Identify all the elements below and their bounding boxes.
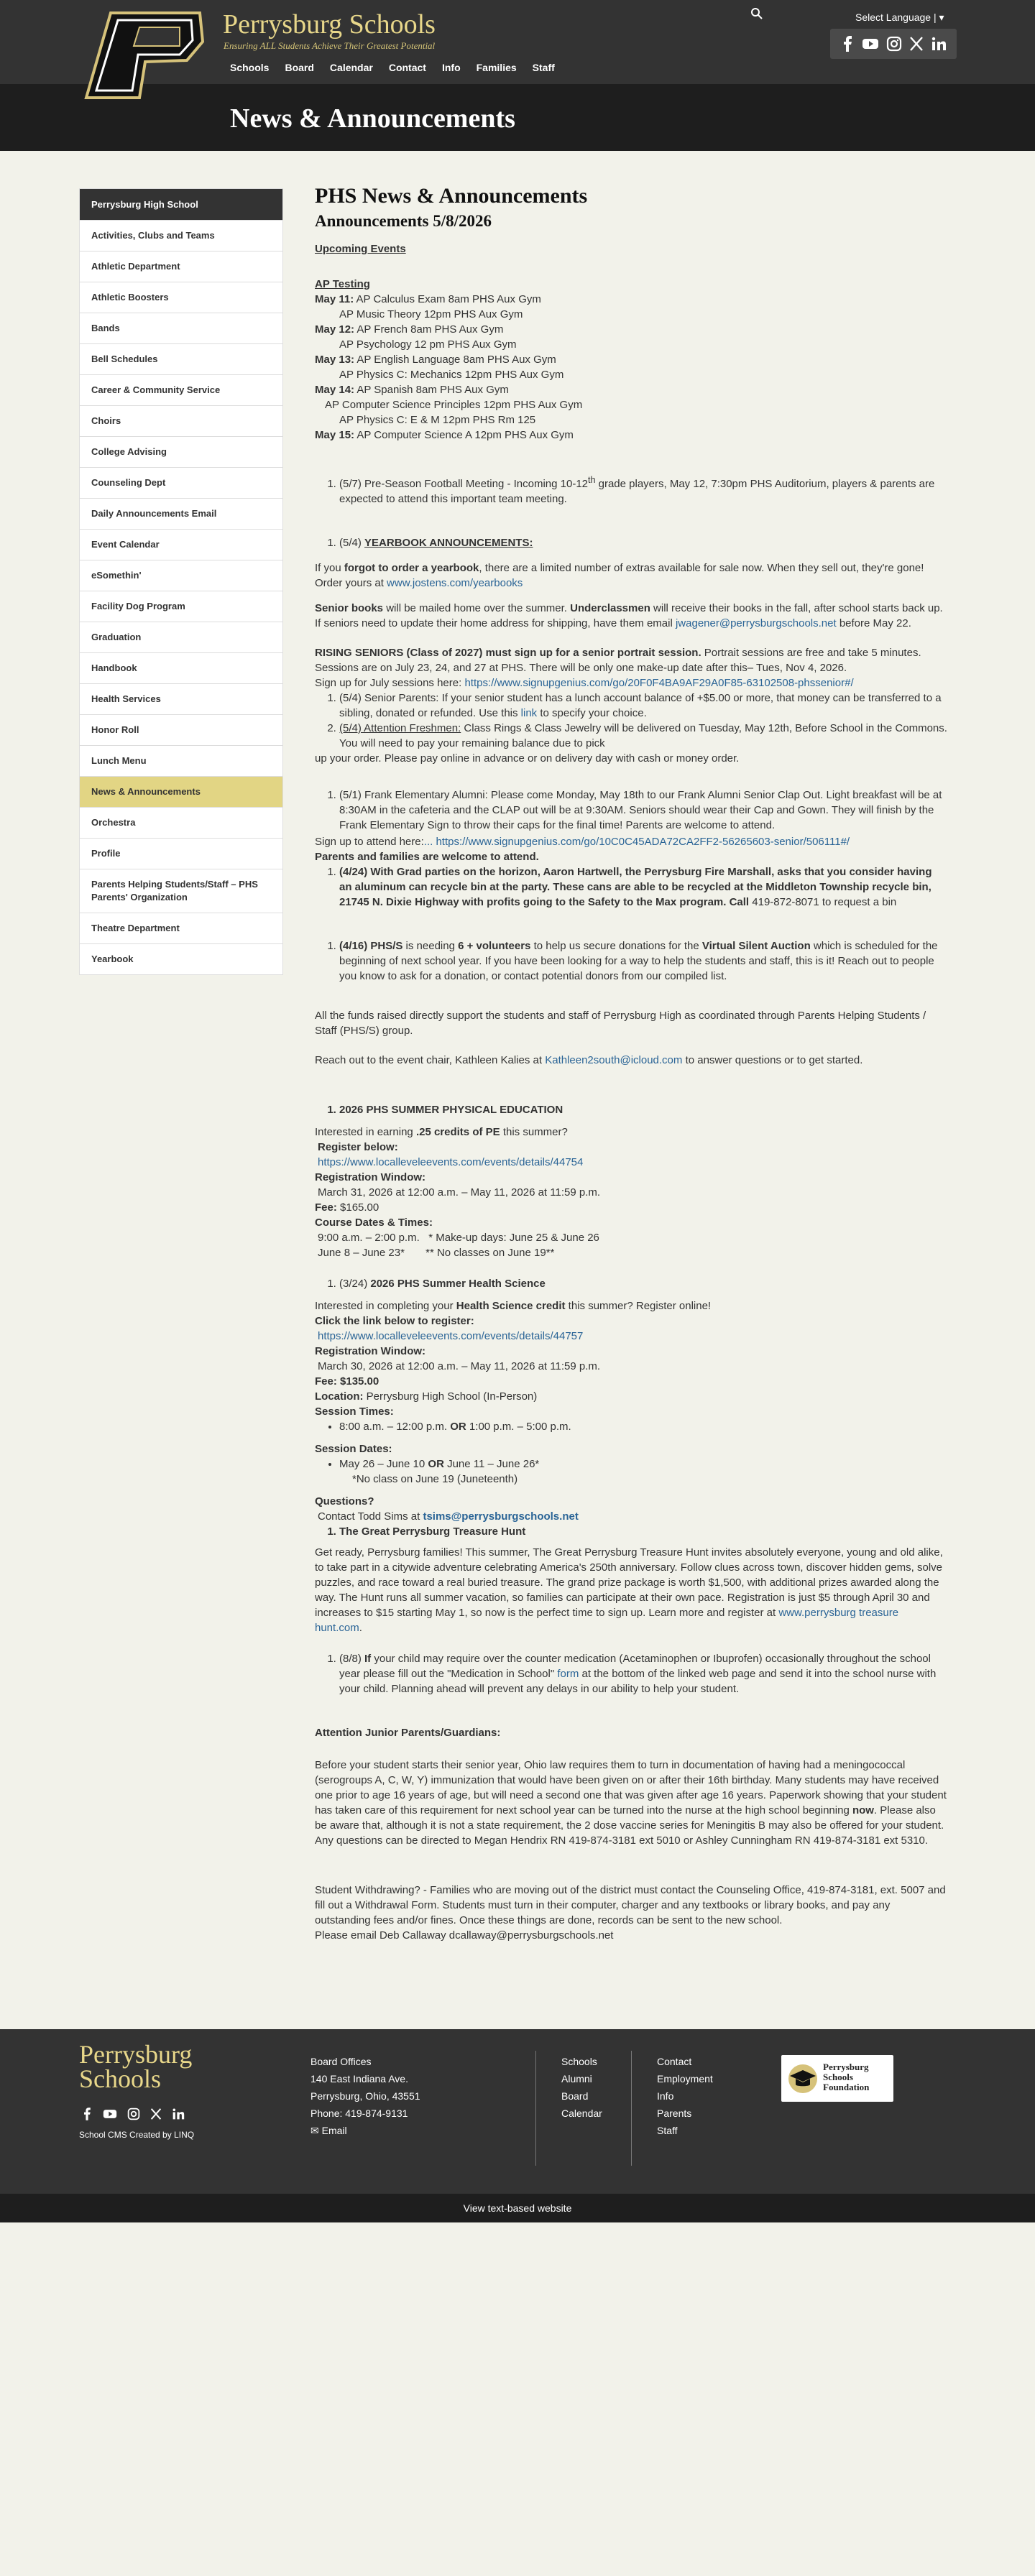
- lunch-balance-link[interactable]: link: [520, 707, 538, 719]
- auction-list: [339, 938, 947, 984]
- pe-heading: 1. 2026 PHS SUMMER PHYSICAL EDUCATION: [339, 1102, 947, 1117]
- footer-social: [81, 2107, 185, 2121]
- site-tagline: Ensuring ALL Students Achieve Their Greatest Potential: [224, 40, 436, 51]
- medication-form-link[interactable]: form: [557, 1668, 579, 1680]
- sidebar-item-career[interactable]: Career & Community Service: [80, 374, 282, 405]
- board-offices: Board Offices 140 East Indiana Ave. Perrysburg, Ohio, 43551 Phone: 419-874-9131 ✉ Email: [310, 2056, 420, 2136]
- sidebar-item-profile[interactable]: Profile: [80, 838, 282, 869]
- pe-interest: Interested in earning .25 credits of PE this summer?: [315, 1126, 568, 1138]
- yearbook-order: If you forgot to order a yearbook, there are a limited number of extras available for sale now. When they sell out, they're gone! Order yours at www.jostens.com/yearbooks: [315, 562, 924, 589]
- withdrawal-text: Student Withdrawing? - Families who are moving out of the district must contact the Counseling Office, 419-874-3181, ext. 5007 and fill out a Withdrawal Form. Students must turn in their computer, charger and any textbooks or library books, and pay any outstanding fees and/or fines. Once these things are done, records can be sent to the new school.: [315, 1884, 946, 1926]
- portrait-signup-link[interactable]: https://www.signupgenius.com/go/20F0F4BA9AF29A0F85-63102508-phssenior#/: [464, 677, 854, 689]
- facebook-icon[interactable]: [840, 36, 855, 52]
- facebook-icon[interactable]: [81, 2107, 93, 2121]
- sidebar-item-graduation[interactable]: Graduation: [80, 622, 282, 652]
- site-footer: [0, 2029, 1035, 2194]
- parents-welcome: Parents and families are welcome to attend.: [315, 851, 539, 863]
- treasure-hunt-link[interactable]: www.perrysburg treasure hunt.com: [315, 1607, 899, 1634]
- main-content: PHS News & Announcements Announcements 5/8/2026 Upcoming Events AP Testing May 11: AP Calculus Exam 8am PHS Aux Gym AP Music Theory 12pm PHS Aux Gym May 12: AP French 8am PHS Aux Gym AP Psychology 12 pm PHS Aux Gym May 13: AP English Language 8am PHS Aux Gym AP Physics C: Mechanics 12pm PHS Aux Gym May 14: AP Spanish 8am PHS Aux Gym AP Computer Science Principles 12pm PHS Aux Gym AP Physics C: E & M 12pm PHS Rm 125 May 15: AP Computer Science A 12pm PHS Aux Gym 1. (5/7) Pre-Season Football Meeting - Incoming 10-12th grade players, May 12, 7:30pm PHS Auditorium, players & parents are expected to attend this important team meeting. 1. (5/4) YEARBOOK ANNOUNCEMENTS: If you forgot to order a yearbook, there are a limited number of extras available for sale now. When they sell out, they're gone! Order yours at www.jostens.com/yearbooks Senior books will be mailed home over the summer. Underclassmen will receive their books in the fall, after school starts back up. If seniors need to update their home address for shipping, have them email jwagener@perrysburgschools.net before May 22. RISING SENIORS (Class of 2027) must sign up for a senior portrait session. Portrait sessions are free and take 5 minutes. Sessions are on July 23, 24, and 27 at PHS. There will be only one make-up date after this– Tues, Nov 4, 2026. Sign up for July sessions here: https://www.signupgenius.com/go/20F0F4BA9AF29A0F85-63102508-phssenior#/ 1. (5/4) Senior Parents: If your senior student has a lunch account balance of +$5.00 or more, that money can be transferred to a sibling, donated or refunded. Use this link to specify your choice. 2. (5/4) Attention Freshmen: Class Rings & Class Jewelry will be delivered on Tuesday, May 12th, Before School in the Commons. You will need to pay your remaining balance due to pick up your order. Please pay online in advance or on delivery day with cash or money order. 1. (5/1) Frank Elementary Alumni: Please come Monday, May 18th to our Frank Alumni Senior Clap Out. Light breakfast will be at 8:30AM in the cafeteria and the CLAP out will be at 9:30AM. Seniors should wear their Cap and Gown. They will finish by the Frank Elementary Sign to throw their caps for the final time! Parents are welcome to attend. Sign up to attend here:... https://www.signupgenius.com/go/10C0C45ADA72CA2FF2-56265603-senior/506111#/ Parents and families are welcome to attend. 1. (4/24) With Grad parties on the horizon, Aaron Hartwell, the Perrysburg Fire Marshall, asks that you consider having an aluminum can recycle bin at the party. These cans are able to be recycled at the Middleton Township recycle bin, 21745 N. Dixie Highway with profits going to the Safety to the Max program. Call 419-872-8071 to request a bin 1. (4/16) PHS/S is needing 6 + volunteers to help us secure donations for the Virtual Silent Auction which is scheduled for the beginning of next school year. If you have been looking for a way to help the students and staff, this is it! Reach out to people you know to ask for a donation, or contact potential donors from our compiled list. All the funds raised directly support the students and staff of Perrysburg High as coordinated through Parents Helping Students / Staff (PHS/S) group. Reach out to the event chair, Kathleen Kalies at Kathleen2south@icloud.com to answer questions or to get started. 1. 2026 PHS SUMMER PHYSICAL EDUCATION Interested in earning .25 credits of PE this summer? Register below: https://www.localleveleevents.com/events/details/44754 Registration Window: March 31, 2026 at 12:00 a.m. – May 11, 2026 at 11:59 p.m. Fee: $165.00 Course Dates & Times: 9:00 a.m. – 2:00 p.m. * Make-up days: June 25 & June 26 June 8 – June 23* ** No classes on June 19** 1. (3/24) 2026 PHS Summer Health Science Interested in completing your Health Science credit this summer? Register online! Click the link below to register: https://www.localleveleevents.com/events/details/44757 Registration Window: March 30, 2026 at 12:00 a.m. – May 11, 2026 at 11:59 p.m. Fee: $135.00 Location: Perrysburg High School (In-Person) Session Times: • 8:00 a.m. – 12:00 p.m. OR 1:00 p.m. – 5:00 p.m. Session Dates: • May 26 – June 10 OR June 11 – June 26* *No class on June 19 (Juneteenth) Questions? Contact Todd Sims at tsims@perrysburgschools.net 1. The Great Perrysburg Treasure Hunt Get ready, Perrysburg families! This summer, The Great Perrysburg Treasure Hunt invites absolutely everyone, young and old alike, to take part in a citywide adventure celebrating America's 250th anniversary. Follow clues across town, discover hidden gems, solve puzzles, and race toward a real buried treasure. The grand prize package is worth $1,500, with additional prizes awarded along the way. The Hunt runs all summer vacation, so families can participate at their own pace. Registration is just $5 through April 30 and increases to $15 starting May 1, so now is the perfect time to sign up. Learn more and register at www.perrysburg treasure hunt.com. 1. (8/8) If your child may require over the counter medication (Acetaminophen or Ibuprofen) occasionally throughout the school year please fill out the "Medication in School" form at the bottom of the linked web page and send it into the school nurse with your child. Planning ahead will prevent any delays in our ability to help your student. Attention Junior Parents/Guardians: Before your student starts their senior year, Ohio law requires them to turn in documentation of having had a meningococcal (serogroups A, C, W, Y) immunization that would have been given on or after their 16th birthday. Many students may have received one prior to age 16 years of age, but will need a second one that was given after age 16 years. Paperwork showing that your student has taken care of this requirement for next school year can be turned into the nurse at the high school beginning now. Please also be aware that, although it is not a state requirement, the 2 dose vaccine series for Meningitis B may also be offered for your student. Any questions can be directed to Megan Hendrix RN 419-874-3181 ext 5010 or Ashley Cunningham RN 419-874-3181 ext 5310. Student Withdrawing? - Families who are moving out of the district must contact the Counseling Office, 419-874-3181, ext. 5007 and fill out a Withdrawal Form. Students must turn in their computer, charger and any textbooks or library books, and pay any outstanding fees and/or fines. Once these things are done, records can be sent to the new school. Please email Deb Callaway dcallaway@perrysburgschools.net: [315, 188, 947, 1943]
- social-links: [830, 29, 957, 59]
- text-based-website-link[interactable]: View text-based website: [0, 2194, 1035, 2222]
- wagener-email-link[interactable]: jwagener@perrysburgschools.net: [675, 617, 837, 629]
- ap-testing-heading: AP Testing: [315, 278, 370, 290]
- youtube-icon[interactable]: [862, 36, 879, 52]
- health-heading: 1. (3/24) 2026 PHS Summer Health Science: [339, 1276, 947, 1291]
- youtube-icon[interactable]: [103, 2107, 117, 2121]
- foundation-badge[interactable]: Perrysburg Schools Foundation: [781, 2055, 893, 2102]
- portrait-signup: Sign up for July sessions here: https://www.signupgenius.com/go/20F0F4BA9AF29A0F85-63102508-phssenior#/: [315, 677, 854, 689]
- sidebar-item-daily-email[interactable]: Daily Announcements Email: [80, 498, 282, 529]
- jostens-link[interactable]: www.jostens.com/yearbooks: [387, 577, 523, 589]
- junior-parents-heading: Attention Junior Parents/Guardians:: [315, 1727, 501, 1739]
- health-register-link[interactable]: https://www.localleveleevents.com/events/details/44757: [318, 1330, 584, 1342]
- junior-parents-text: Before your student starts their senior year, Ohio law requires them to turn in documentation of having had a meningococcal (serogroups A, C, W, Y) immunization that would have been given on or after their 16th birthday. Many students may have received one prior to age 16 years of age, but will need a second one that was given after age 16 years. Paperwork showing that your student has taken care of this requirement for next school year can be turned into the nurse at the high school beginning now. Please also be aware that, although it is not a state requirement, the 2 dose vaccine series for Meningitis B may also be offered for your student. Any questions can be directed to Megan Hendrix RN 419-874-3181 ext 5010 or Ashley Cunningham RN 419-874-3181 ext 5310.: [315, 1759, 947, 1847]
- school-logo[interactable]: [79, 10, 208, 101]
- x-icon[interactable]: [150, 2107, 162, 2121]
- pe-list: [339, 1102, 947, 1117]
- frank-alumni-item: 1. (5/1) Frank Elementary Alumni: Please come Monday, May 18th to our Frank Alumni Senior Clap Out. Light breakfast will be at 8:30AM in the cafeteria and the CLAP out will be at 9:30AM. Seniors should wear their Cap and Gown. They will finish by the Frank Elementary Sign to throw their caps for the final time! Parents are welcome to attend.: [339, 788, 947, 833]
- sidebar-item-lunch-menu[interactable]: Lunch Menu: [80, 745, 282, 776]
- sidebar-item-facility-dog[interactable]: Facility Dog Program: [80, 591, 282, 622]
- sidebar-head[interactable]: Perrysburg High School: [80, 189, 282, 220]
- nav-schools[interactable]: Schools: [230, 62, 270, 73]
- kalies-email-link[interactable]: Kathleen2south@icloud.com: [545, 1054, 683, 1066]
- page-subtitle: Announcements 5/8/2026: [315, 212, 492, 230]
- grad-party-list: [339, 864, 947, 910]
- senior-books: Senior books will be mailed home over the summer. Underclassmen will receive their books in the fall, after school starts back up. If seniors need to update their home address for shipping, have them email jwagener@perrysburgschools.net before May 22.: [315, 602, 943, 629]
- instagram-icon[interactable]: [886, 36, 902, 52]
- pe-register-link[interactable]: https://www.localleveleevents.com/events/details/44754: [318, 1156, 584, 1168]
- health-list: [339, 1276, 947, 1291]
- sidebar-item-bell-schedules[interactable]: Bell Schedules: [80, 343, 282, 374]
- sidebar-item-esomethin[interactable]: eSomethin': [80, 560, 282, 591]
- medication-item: 1. (8/8) If your child may require over the counter medication (Acetaminophen or Ibuprofen) occasionally throughout the school year please fill out the "Medication in School" form at the bottom of the linked web page and send it into the school nurse with your child. Planning ahead will prevent any delays in our ability to help your student.: [339, 1651, 947, 1696]
- event-chair: Reach out to the event chair, Kathleen Kalies at Kathleen2south@icloud.com to answer questions or to get started.: [315, 1054, 863, 1066]
- senior-freshmen-list: [339, 691, 947, 751]
- sidebar-item-health-services[interactable]: Health Services: [80, 683, 282, 714]
- footer-links-2: Contact Employment Info Parents Staff: [657, 2056, 713, 2136]
- sidebar-item-yearbook[interactable]: Yearbook: [80, 943, 282, 974]
- ap-schedule: May 11: AP Calculus Exam 8am PHS Aux Gym AP Music Theory 12pm PHS Aux Gym May 12: AP French 8am PHS Aux Gym AP Psychology 12 pm PHS Aux Gym May 13: AP English Language 8am PHS Aux Gym AP Physics C: Mechanics 12pm PHS Aux Gym May 14: AP Spanish 8am PHS Aux Gym AP Computer Science Principles 12pm PHS Aux Gym AP Physics C: E & M 12pm PHS Rm 125 May 15: AP Computer Science A 12pm PHS Aux Gym: [315, 293, 583, 441]
- nav-staff[interactable]: Staff: [532, 62, 555, 73]
- sidebar-item-bands[interactable]: Bands: [80, 313, 282, 343]
- language-select[interactable]: Select Language | ▾: [855, 11, 944, 23]
- health-times-list: • 8:00 a.m. – 12:00 p.m. OR 1:00 p.m. – 5:00 p.m.: [339, 1419, 947, 1434]
- sidebar-item-counseling[interactable]: Counseling Dept: [80, 467, 282, 498]
- clapout-signup-link[interactable]: ... https://www.signupgenius.com/go/10C0C45ADA72CA2FF2-56265603-senior/506111#/: [423, 836, 850, 848]
- sidebar-item-athletic-department[interactable]: Athletic Department: [80, 251, 282, 282]
- grad-party-item: 1. (4/24) With Grad parties on the horizon, Aaron Hartwell, the Perrysburg Fire Marshall, asks that you consider having an aluminum can recycle bin at the party. These cans are able to be recycled at the Middleton Township recycle bin, 21745 N. Dixie Highway with profits going to the Safety to the Max program. Call 419-872-8071 to request a bin: [339, 864, 947, 910]
- cms-credit[interactable]: School CMS Created by LINQ: [79, 2130, 195, 2140]
- yearbook-heading: 1. (5/4) YEARBOOK ANNOUNCEMENTS:: [339, 535, 947, 550]
- graduation-cap-icon: [787, 2064, 819, 2094]
- treasure-heading: 1. The Great Perrysburg Treasure Hunt: [339, 1524, 947, 1539]
- clapout-signup: Sign up to attend here:... https://www.signupgenius.com/go/10C0C45ADA72CA2FF2-56265603-senior/506111#/: [315, 836, 850, 848]
- nav-families[interactable]: Families: [476, 62, 517, 73]
- auction-item: 1. (4/16) PHS/S is needing 6 + volunteers to help us secure donations for the Virtual Silent Auction which is scheduled for the beginning of next school year. If you have been looking for a way to help the students and staff, this is it! Reach out to people you know to ask for a donation, or contact potential donors from our compiled list.: [339, 938, 947, 984]
- footer-divider: [535, 2051, 536, 2166]
- footer-links-1: Schools Alumni Board Calendar: [561, 2056, 602, 2119]
- treasure-text: Get ready, Perrysburg families! This summer, The Great Perrysburg Treasure Hunt invites absolutely everyone, young and old alike, to take part in a citywide adventure celebrating America's 250th anniversary. Follow clues across town, discover hidden gems, solve puzzles, and race toward a real buried treasure. The grand prize package is worth $1,500, with additional prizes awarded along the way. The Hunt runs all summer vacation, so families can participate at their own pace. Registration is just $5 through April 30 and increases to $15 starting May 1, so now is the perfect time to sign up. Learn more and register at www.perrysburg treasure hunt.com.: [315, 1546, 943, 1634]
- site-title[interactable]: Perrysburg Schools: [223, 9, 436, 40]
- sidebar-item-athletic-boosters[interactable]: Athletic Boosters: [80, 282, 282, 313]
- nav-calendar[interactable]: Calendar: [329, 62, 373, 73]
- site-header: [0, 0, 1035, 84]
- sidebar-item-college-advising[interactable]: College Advising: [80, 436, 282, 467]
- instagram-icon[interactable]: [127, 2107, 140, 2121]
- health-interest: Interested in completing your Health Science credit this summer? Register online!: [315, 1300, 712, 1312]
- treasure-list: [339, 1524, 947, 1539]
- footer-logo-text[interactable]: Perrysburg Schools: [79, 2040, 193, 2093]
- sims-email-link[interactable]: tsims@perrysburgschools.net: [423, 1510, 579, 1523]
- funds-text: All the funds raised directly support the students and staff of Perrysburg High as coordinated through Parents Helping Students / Staff (PHS/S) group.: [315, 1010, 926, 1037]
- frank-list: [339, 788, 947, 833]
- sidebar-item-theatre[interactable]: Theatre Department: [80, 913, 282, 943]
- nav-board[interactable]: Board: [285, 62, 314, 73]
- sidebar-item-handbook[interactable]: Handbook: [80, 652, 282, 683]
- sidebar: [79, 188, 283, 975]
- page-banner-title: News & Announcements: [230, 103, 515, 134]
- football-meeting: 1. (5/7) Pre-Season Football Meeting - Incoming 10-12th grade players, May 12, 7:30pm PHS Auditorium, players & parents are expected to attend this important team meeting.: [339, 473, 947, 507]
- football-list: [339, 473, 947, 507]
- freshmen-item: 2. (5/4) Attention Freshmen: Class Rings & Class Jewelry will be delivered on Tuesday, May 12th, Before School in the Commons. You will need to pay your remaining balance due to pick: [339, 721, 947, 751]
- sidebar-item-activities[interactable]: Activities, Clubs and Teams: [80, 220, 282, 251]
- sidebar-item-choirs[interactable]: Choirs: [80, 405, 282, 436]
- linkedin-icon[interactable]: [172, 2107, 185, 2121]
- sidebar-item-orchestra[interactable]: Orchestra: [80, 807, 282, 838]
- sidebar-item-news[interactable]: News & Announcements: [80, 776, 282, 807]
- sidebar-item-event-calendar[interactable]: Event Calendar: [80, 529, 282, 560]
- senior-parents-item: 1. (5/4) Senior Parents: If your senior student has a lunch account balance of +$5.00 or more, that money can be transferred to a sibling, donated or refunded. Use this link to specify your choice.: [339, 691, 947, 721]
- search-icon[interactable]: [750, 7, 763, 20]
- linkedin-icon[interactable]: [931, 36, 947, 52]
- sidebar-item-parents-helping[interactable]: Parents Helping Students/Staff – PHS Parents' Organization: [80, 869, 282, 913]
- x-icon[interactable]: [909, 36, 924, 52]
- page-title: PHS News & Announcements: [315, 184, 588, 208]
- footer-divider: [631, 2051, 632, 2166]
- nav-info[interactable]: Info: [441, 62, 461, 73]
- envelope-icon: ✉: [310, 2125, 322, 2136]
- sidebar-item-honor-roll[interactable]: Honor Roll: [80, 714, 282, 745]
- nav-contact[interactable]: Contact: [388, 62, 426, 73]
- freshmen-pickup: up your order. Please pay online in advance or on delivery day with cash or money order.: [315, 752, 740, 765]
- health-dates-list: • May 26 – June 10 OR June 11 – June 26*: [339, 1456, 947, 1472]
- medication-list: [339, 1651, 947, 1696]
- rising-seniors: RISING SENIORS (Class of 2027) must sign up for a senior portrait session. Portrait sessions are free and take 5 minutes. Sessions are on July 23, 24, and 27 at PHS. There will be only one make-up date after this– Tues, Nov 4, 2026.: [315, 647, 921, 674]
- yearbook-list: [339, 535, 947, 550]
- upcoming-events-heading: Upcoming Events: [315, 243, 406, 255]
- withdrawal-email: Please email Deb Callaway dcallaway@perrysburgschools.net: [315, 1929, 614, 1942]
- main-nav: [230, 62, 555, 73]
